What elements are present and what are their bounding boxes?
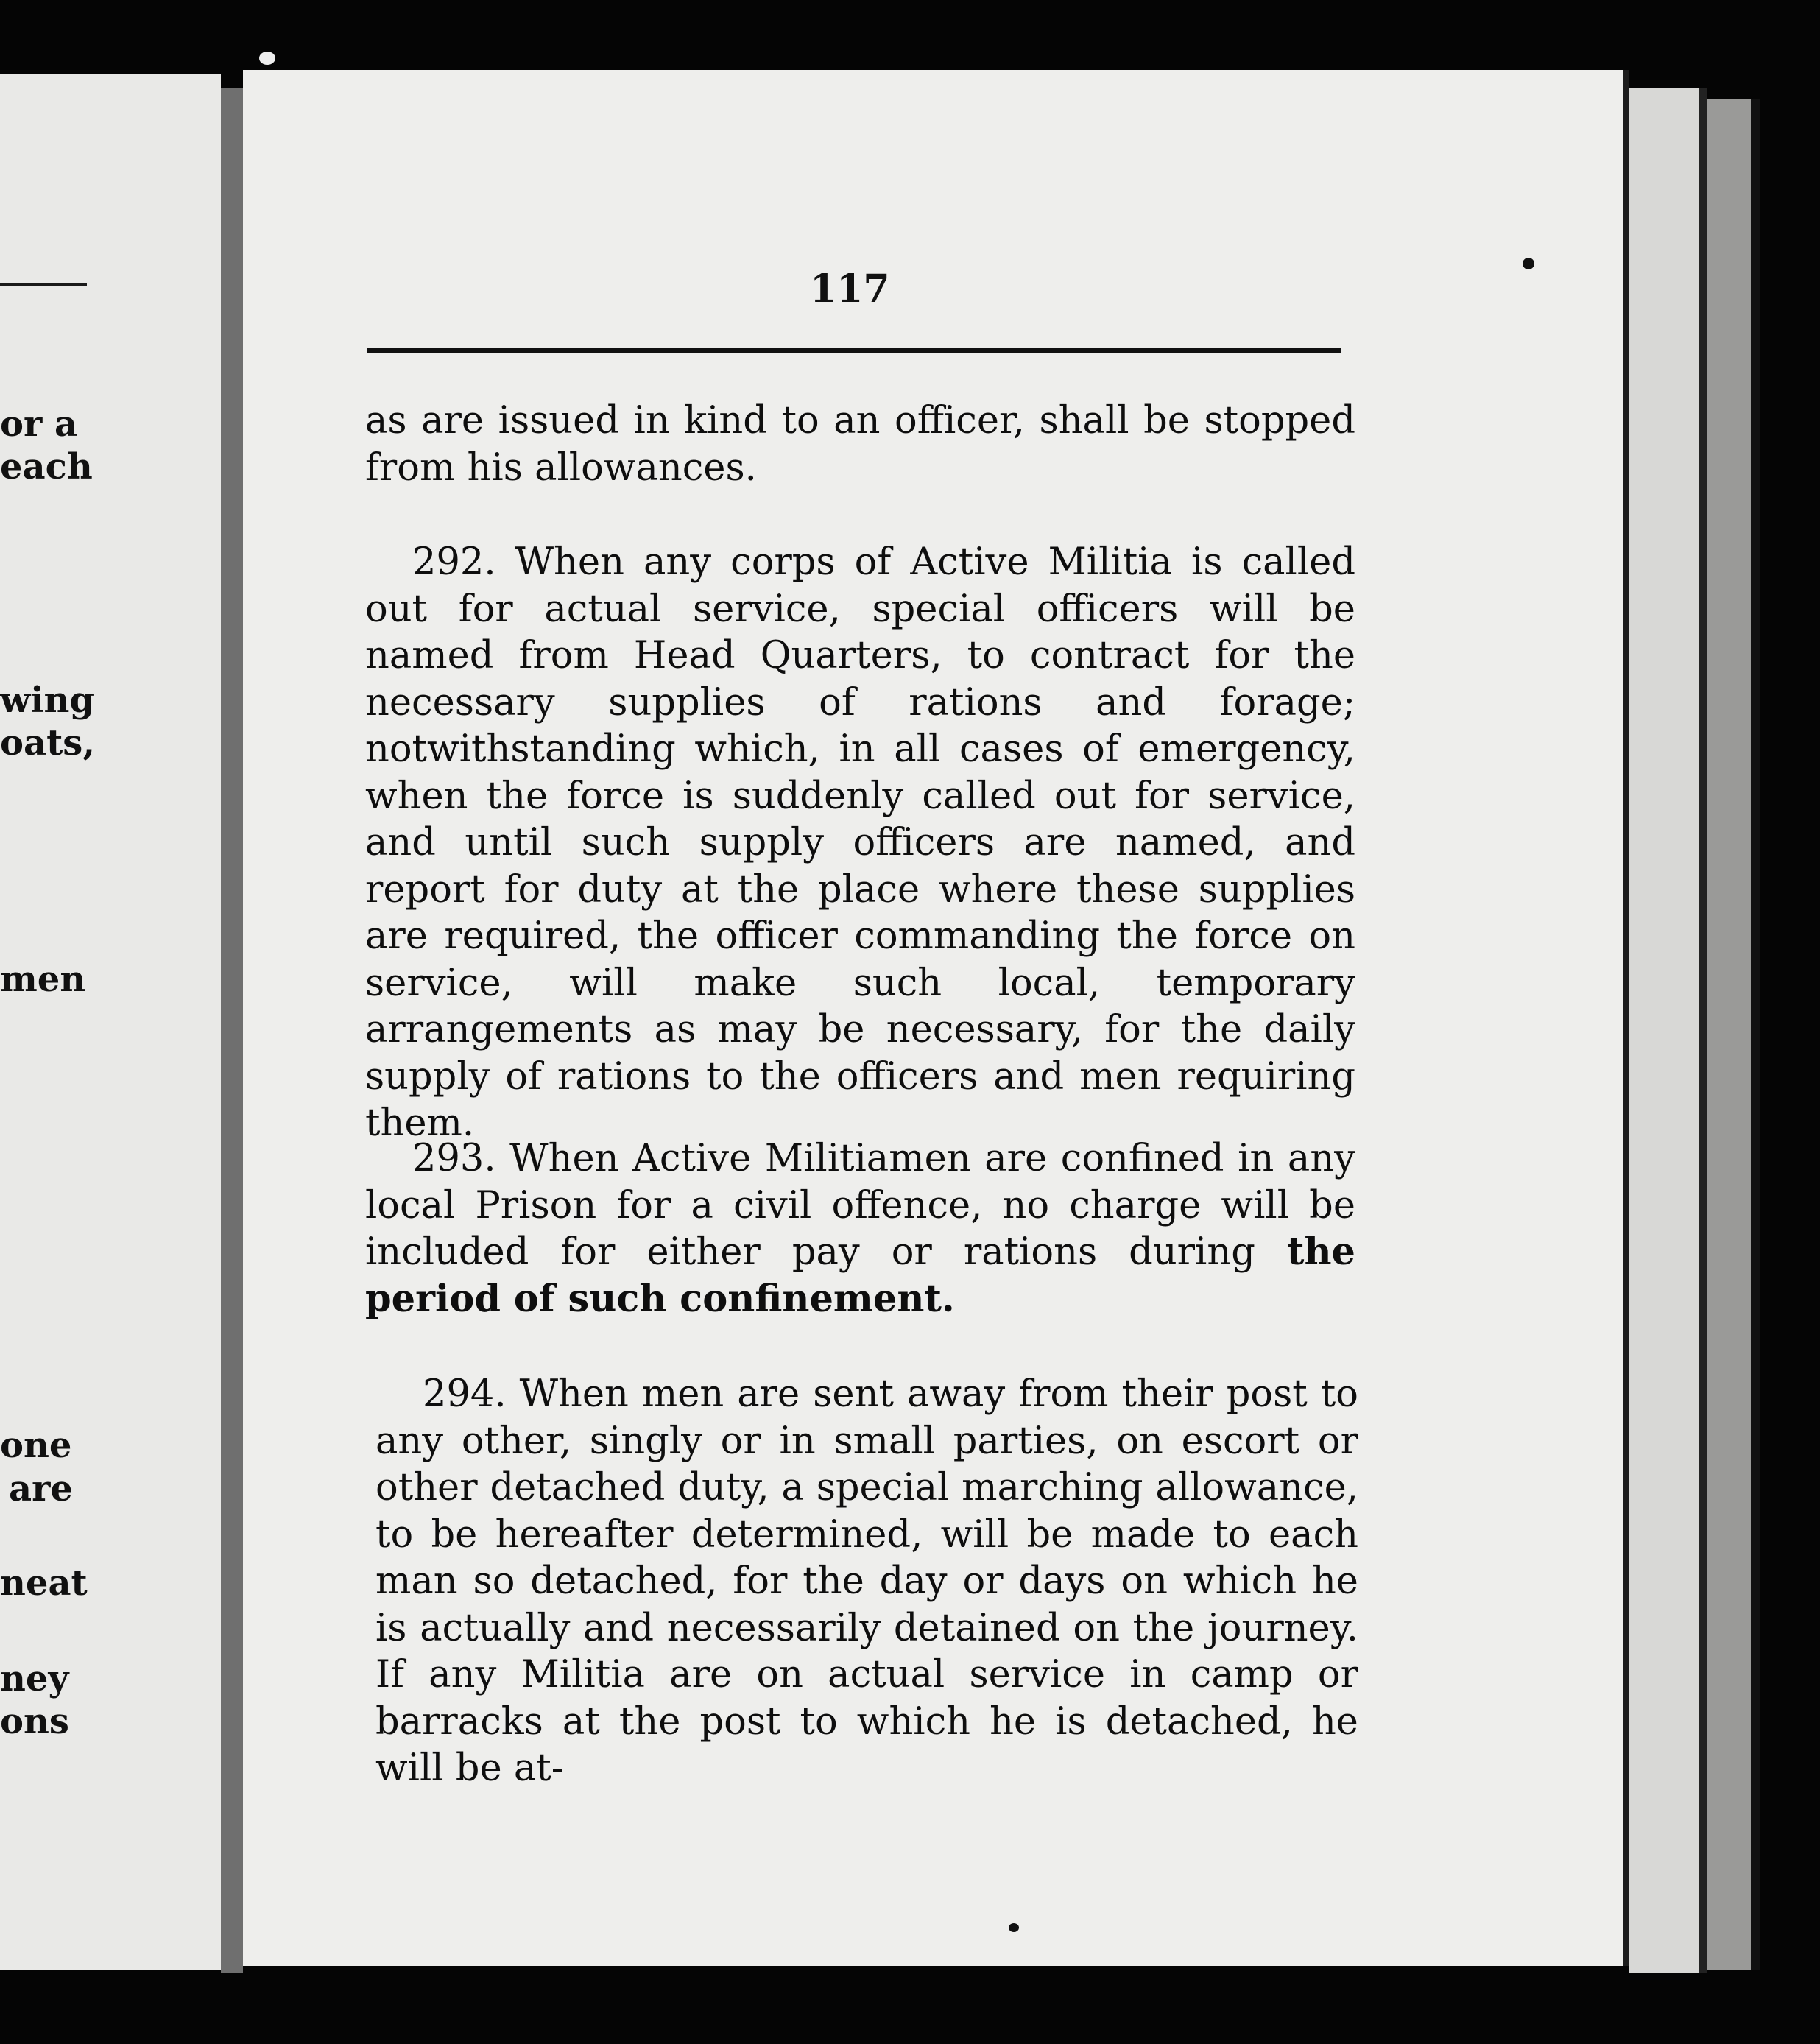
left-fragment: or a — [0, 403, 78, 445]
left-page-rule — [0, 283, 87, 286]
paragraph-number: 292. — [412, 540, 496, 584]
left-fragment: one — [0, 1425, 72, 1466]
paragraph-292 — [365, 539, 1355, 1147]
header-rule — [367, 348, 1341, 353]
paragraph-number: 294. — [423, 1372, 507, 1416]
paragraph-text: When any corps of Active Militia is called out for actual service, special officers will be named from Head Quarters, to contract for the necessary supplies of rations and forage; notwithstanding which, in all cases of emergency, when the force is suddenly called out for service, and until such supply officers are named, and report for duty at the place where these supplies are required, the officer commanding the force on service, will make such local, temporary arrangements as may be necessary, for the daily supply of rations to the officers and men requiring them. — [365, 540, 1355, 1145]
book-gutter — [221, 88, 243, 1973]
paragraph-number: 293. — [412, 1137, 496, 1180]
page-edge — [1707, 99, 1760, 1970]
page-number: 117 — [810, 267, 890, 311]
left-fragment: are — [9, 1468, 73, 1509]
scan-speck — [1523, 258, 1534, 269]
continuation-text: as are issued in kind to an officer, shall be stopped from his allowances. — [365, 399, 1355, 490]
left-fragment: oats, — [0, 722, 96, 764]
left-fragment: men — [0, 959, 86, 1000]
scan-speck — [1009, 1923, 1019, 1932]
left-fragment: wing — [0, 680, 95, 721]
paragraph-293 — [365, 1135, 1355, 1322]
paragraph-294 — [375, 1371, 1358, 1792]
left-fragment: neat — [0, 1562, 88, 1604]
scan-speck — [259, 52, 275, 65]
left-fragment: each — [0, 446, 93, 487]
paragraph-text-bold: the period of such confinement. — [365, 1230, 1355, 1321]
left-fragment: ney — [0, 1658, 69, 1699]
paragraph-text: When men are sent away from their post to any other, singly or in small parties, on escort or other detached duty, a special marching allowance, to be hereafter determined, will be made to each man so detached, for the day or days on which he is actually and necessarily detained on the journey. If any Militia are on actual service in camp or barracks at the post to which he is detached, he will be at- — [375, 1372, 1358, 1790]
page-edge — [1629, 88, 1707, 1973]
paragraph-text: When Active Militiamen are confined in any local Prison for a civil offence, no charge will be included for either pay or rations during — [365, 1137, 1355, 1274]
left-fragment: ons — [0, 1701, 69, 1742]
